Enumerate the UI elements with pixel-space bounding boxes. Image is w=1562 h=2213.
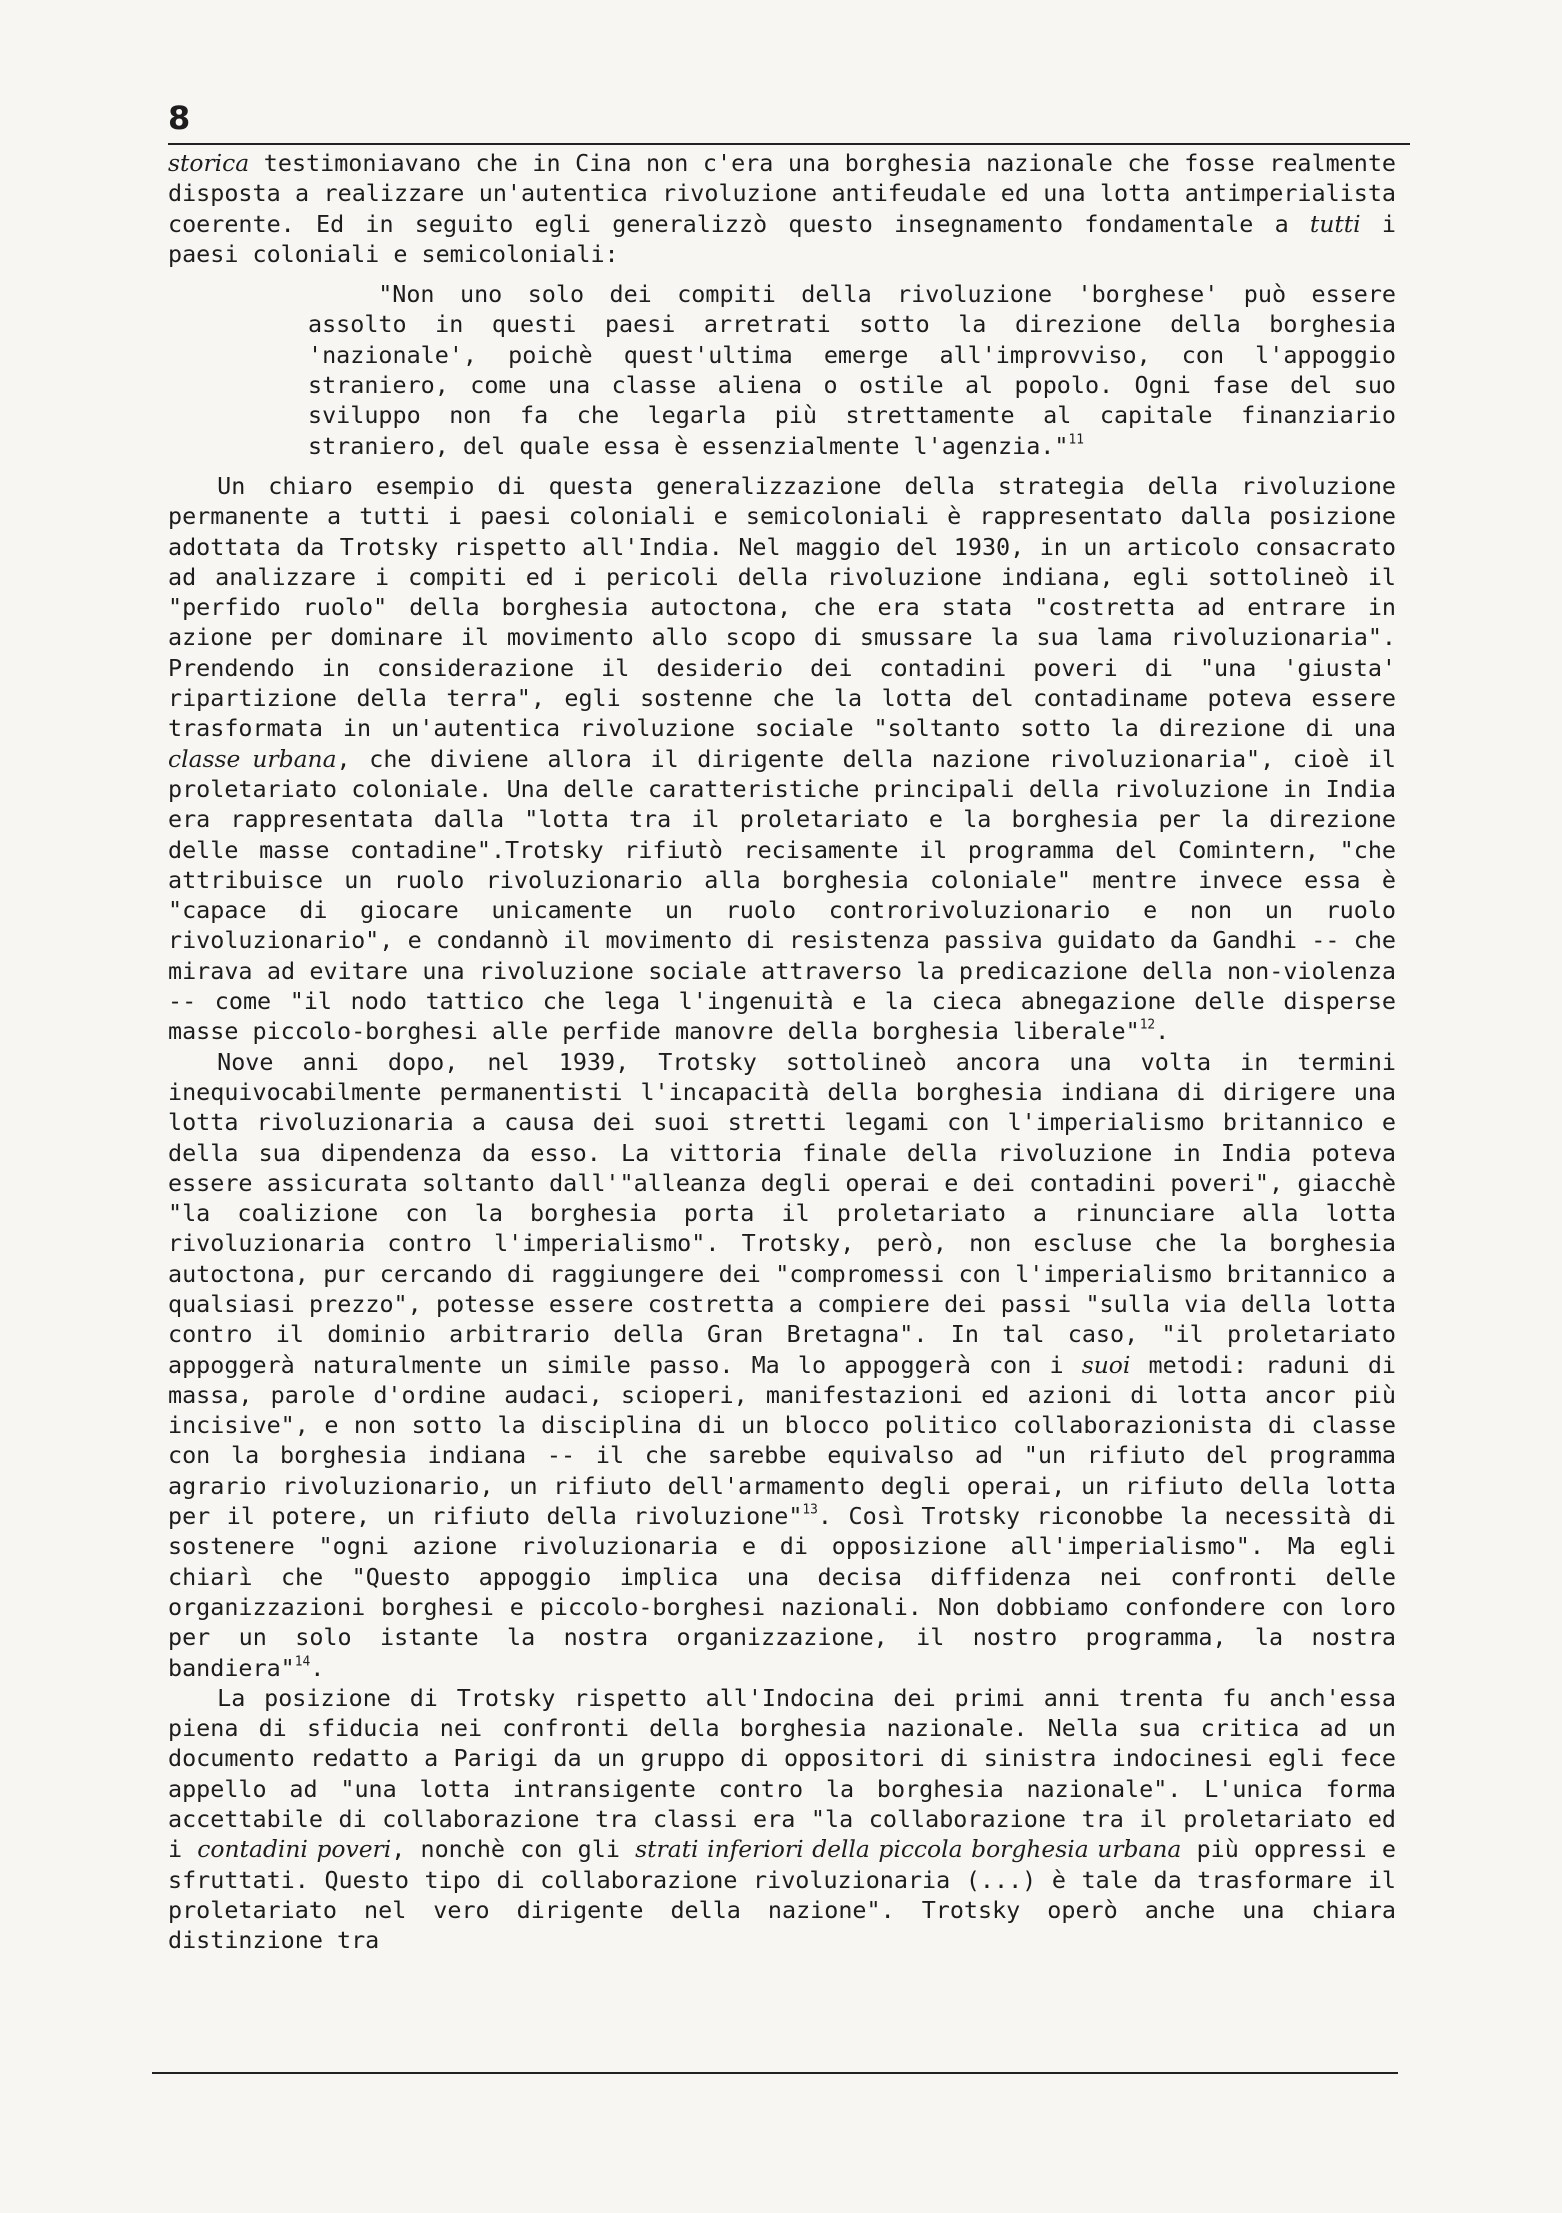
text-run: Un chiaro esempio di questa generalizzazione della strategia della rivoluzione permanente a tutti i paesi coloniali e semicoloniali è rappresentato dalla posizione adottata da Trotsky rispetto all'India. Nel maggio del 1930, in un articolo consacrato ad analizzare i compiti ed i pericoli della rivoluzione indiana, egli sottolineò il "perfido ruolo" della borghesia autoctona, che era stata "costretta ad entrare in azione per dominare il movimento allo scopo di smussare la sua lama rivoluzionaria". Prendendo in considerazione il desiderio dei contadini poveri di "una 'giusta' ripartizione della terra", egli sostenne che la lotta del contadiname poteva essere trasformata in un'autentica rivoluzione sociale "soltanto sotto la direzione di una xyxy=(168,471,1396,743)
footnote-ref: 14 xyxy=(294,1654,311,1670)
emphasis: strati inferiori della piccola borghesia urbana xyxy=(635,1835,1182,1864)
emphasis: tutti xyxy=(1309,209,1361,238)
text-run: . Così Trotsky riconobbe la necessità di sostenere "ogni azione rivoluzionaria e di opposizione all'imperialismo". Ma egli chiarì che "Questo appoggio implica una decisa diffidenza nei confronti delle organizzazioni borghesi e piccolo-borghesi nazionali. Non dobbiamo confondere con loro per un solo istante la nostra organizzazione, il nostro programma, la nostra bandiera" xyxy=(168,1502,1396,1682)
paragraph-1 xyxy=(168,148,1396,269)
page-number: 8 xyxy=(168,99,191,137)
header-rule xyxy=(168,143,1410,145)
text-run: metodi: raduni di massa, parole d'ordine audaci, scioperi, manifestazioni ed azioni di lotta ancor più incisive", e non sotto la disciplina di un blocco politico collaborazionista di classe con la borghesia indiana -- il che sarebbe equivalso ad "un rifiuto del programma agrario rivoluzionario, un rifiuto dell'armamento degli operai, un rifiuto della lotta per il potere, un rifiuto della rivoluzione" xyxy=(168,1350,1397,1531)
paragraph-4 xyxy=(168,1683,1396,1956)
text-run: più oppressi e sfruttati. Questo tipo di collaborazione rivoluzionaria (...) è tale da trasformare il proletariato nel vero dirigente della nazione". Trotsky operò anche una chiara distinzione tra xyxy=(168,1835,1396,1955)
text-run: , che diviene allora il dirigente della nazione rivoluzionaria", cioè il proletariato coloniale. Una delle caratteristiche principali della rivoluzione in India era rappresentata dalla "lotta tra il proletariato e la borghesia per la direzione delle masse contadine".Trotsky rifiutò recisamente il programma del Comintern, "che attribuisce un ruolo rivoluzionario alla borghesia coloniale" mentre invece essa è "capace di giocare unicamente un ruolo controrivoluzionario e non un ruolo rivoluzionario", e condannò il movimento di resistenza passiva guidato da Gandhi -- che mirava ad evitare una rivoluzione sociale attraverso la predicazione della non-violenza -- come "il nodo tattico che lega l'ingenuità e la cieca abnegazione delle disperse masse piccolo-borghesi alle perfide manovre della borghesia liberale" xyxy=(168,744,1396,1046)
text-run: testimoniavano che in Cina non c'era una borghesia nazionale che fosse realmente disposta a realizzare un'autentica rivoluzione antifeudale ed una lotta antimperialista coerente. Ed in seguito egli generalizzò questo insegnamento fondamentale a xyxy=(168,149,1396,238)
footer-rule xyxy=(152,2072,1398,2074)
emphasis: storica xyxy=(168,149,250,177)
quote-text: "Non uno solo dei compiti della rivoluzione 'borghese' può essere assolto in questi paesi arretrati sotto la direzione della borghesia 'nazionale', poichè quest'ultima emerge all'improvviso, con l'appoggio straniero, come una classe aliena o ostile al popolo. Ogni fase del suo sviluppo non fa che legarla più strettamente al capitale finanziario straniero, del quale essa è essenzialmente l'agenzia." xyxy=(308,280,1396,460)
body-text xyxy=(168,148,1396,1956)
block-quote xyxy=(168,279,1396,461)
footnote-ref: 13 xyxy=(802,1502,818,1518)
footnote-ref: 11 xyxy=(1068,432,1084,448)
footnote-ref: 12 xyxy=(1139,1018,1156,1034)
text-run: . xyxy=(1155,1017,1170,1046)
emphasis: contadini poveri xyxy=(197,1835,392,1864)
text-run: La posizione di Trotsky rispetto all'Indocina dei primi anni trenta fu anch'essa piena di sfiducia nei confronti della borghesia nazionale. Nella sua critica ad un documento redatto a Parigi da un gruppo di oppositori di sinistra indocinesi egli fece appello ad "una lotta intransigente contro la borghesia nazionale". L'unica forma accettabile di collaborazione tra classi era "la collaborazione tra il proletariato ed i xyxy=(168,1683,1396,1864)
paragraph-3 xyxy=(168,1047,1396,1683)
paragraph-2 xyxy=(168,471,1396,1047)
text-run: Nove anni dopo, nel 1939, Trotsky sottolineò ancora una volta in termini inequivocabilmente permanentisti l'incapacità della borghesia indiana di dirigere una lotta rivoluzionaria a causa dei suoi stretti legami con l'imperialismo britannico e della sua dipendenza da esso. La vittoria finale della rivoluzione in India poteva essere assicurata soltanto dall'"alleanza degli operai e dei contadini poveri", giacchè "la coalizione con la borghesia porta il proletariato a rinunciare alla lotta rivoluzionaria contro l'imperialismo". Trotsky, però, non escluse che la borghesia autoctona, pur cercando di raggiungere dei "compromessi con l'imperialismo britannico a qualsiasi prezzo", potesse essere costretta a compiere dei passi "sulla via della lotta contro il dominio arbitrario della Gran Bretagna". In tal caso, "il proletariato appoggerà naturalmente un simile passo. Ma lo appoggerà con i xyxy=(168,1047,1396,1379)
text-run: , nonchè con gli xyxy=(391,1835,636,1864)
text-run: i paesi coloniali e semicoloniali: xyxy=(168,209,1397,268)
text-run: . xyxy=(310,1653,325,1682)
emphasis: suoi xyxy=(1081,1350,1131,1379)
emphasis: classe urbana xyxy=(168,744,337,773)
